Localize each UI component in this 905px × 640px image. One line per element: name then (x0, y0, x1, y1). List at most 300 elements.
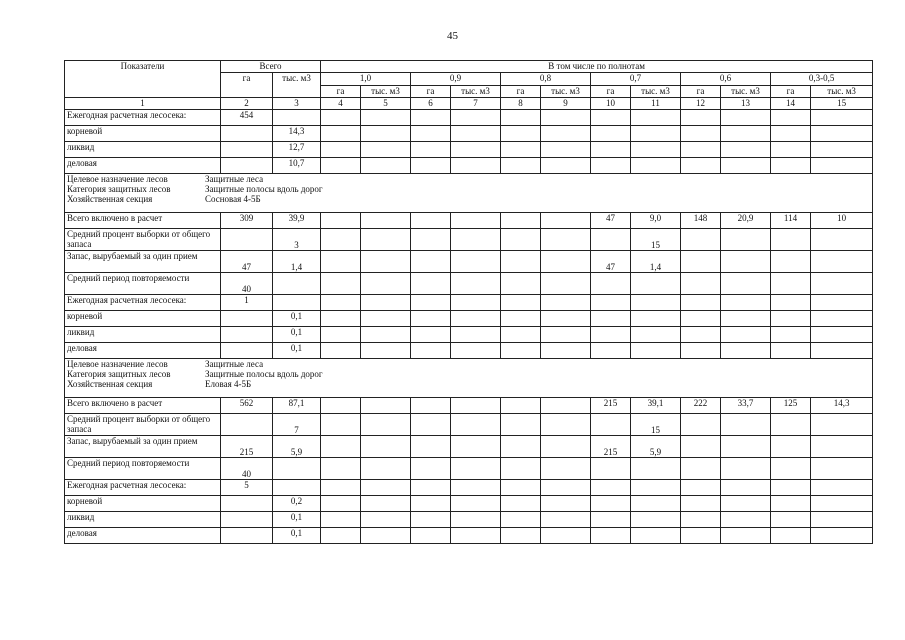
table-cell (451, 512, 501, 528)
table-cell (501, 414, 541, 436)
table-cell (771, 273, 811, 295)
table-cell (451, 126, 501, 142)
table-cell (321, 295, 361, 311)
table-cell: 5 (221, 480, 273, 496)
table-cell (631, 327, 681, 343)
table-cell (681, 229, 721, 251)
table-cell (591, 110, 631, 126)
page-number: 45 (447, 30, 458, 42)
header-total-ha: га (221, 73, 273, 98)
table-cell: 39,1 (631, 398, 681, 414)
table-cell: 47 (591, 251, 631, 273)
table-cell: 15 (631, 229, 681, 251)
table-cell (721, 436, 771, 458)
table-cell (451, 295, 501, 311)
table-cell (321, 436, 361, 458)
table-cell (541, 496, 591, 512)
table-cell (681, 142, 721, 158)
table-row (65, 414, 873, 436)
table-cell (501, 142, 541, 158)
table-cell (541, 273, 591, 295)
table-cell (811, 126, 873, 142)
table-cell (681, 496, 721, 512)
table-cell: 40 (221, 273, 273, 295)
table-cell (321, 311, 361, 327)
row-label: Средний период повторяемости (65, 273, 221, 295)
table-cell (681, 458, 721, 480)
table-cell (451, 327, 501, 343)
table-cell (811, 142, 873, 158)
column-number: 3 (273, 98, 321, 110)
table-cell (221, 528, 273, 544)
table-cell (451, 213, 501, 229)
header-unit: га (771, 86, 811, 98)
table-cell (811, 158, 873, 174)
table-cell (721, 414, 771, 436)
table-cell: 40 (221, 458, 273, 480)
table-cell: 0,1 (273, 512, 321, 528)
table-cell (631, 458, 681, 480)
table-cell (721, 512, 771, 528)
table-cell (321, 480, 361, 496)
info-line (67, 194, 870, 204)
table-cell (501, 126, 541, 142)
table-cell (361, 311, 411, 327)
table-cell (721, 158, 771, 174)
table-cell (321, 158, 361, 174)
row-label: Средний процент выборки от общего запаса (65, 414, 221, 436)
table-cell: 309 (221, 213, 273, 229)
column-number: 8 (501, 98, 541, 110)
table-cell (811, 436, 873, 458)
table-cell (591, 458, 631, 480)
table-cell: 20,9 (721, 213, 771, 229)
table-cell (221, 126, 273, 142)
info-value: Сосновая 4-5Б (205, 194, 261, 204)
table-cell (811, 273, 873, 295)
table-cell (541, 213, 591, 229)
table-cell (591, 496, 631, 512)
table-cell (591, 126, 631, 142)
header-unit: тыс. м3 (541, 86, 591, 98)
table-cell (221, 229, 273, 251)
header-density: 0,7 (591, 73, 681, 86)
table-cell (321, 213, 361, 229)
table-cell (591, 229, 631, 251)
header-unit: тыс. м3 (361, 86, 411, 98)
table-cell (451, 343, 501, 359)
table-cell (451, 414, 501, 436)
table-cell (771, 327, 811, 343)
table-cell (721, 251, 771, 273)
column-number: 2 (221, 98, 273, 110)
section-info (65, 174, 873, 213)
table-cell: 14,3 (273, 126, 321, 142)
table-cell (541, 414, 591, 436)
row-label: ликвид (65, 327, 221, 343)
table-cell: 12,7 (273, 142, 321, 158)
row-label: Средний период повторяемости (65, 458, 221, 480)
table-cell (721, 327, 771, 343)
table-cell (501, 158, 541, 174)
table-cell (541, 528, 591, 544)
table-cell (411, 327, 451, 343)
table-cell (411, 213, 451, 229)
row-label: корневой (65, 126, 221, 142)
column-number: 13 (721, 98, 771, 110)
table-cell (541, 512, 591, 528)
header-density: 1,0 (321, 73, 411, 86)
info-line (67, 174, 870, 184)
table-cell (411, 110, 451, 126)
table-cell (541, 327, 591, 343)
header-total: Всего (221, 61, 321, 73)
table-cell (721, 528, 771, 544)
table-cell (361, 126, 411, 142)
table-cell (591, 327, 631, 343)
info-key: Целевое назначение лесов (67, 174, 168, 184)
table-cell (361, 512, 411, 528)
table-cell (411, 311, 451, 327)
table-cell (361, 436, 411, 458)
table-cell (591, 311, 631, 327)
table-row (65, 142, 873, 158)
table-cell (411, 528, 451, 544)
column-number: 14 (771, 98, 811, 110)
table-cell: 222 (681, 398, 721, 414)
table-cell (501, 528, 541, 544)
table-cell (273, 110, 321, 126)
table-cell (411, 251, 451, 273)
table-cell: 1,4 (631, 251, 681, 273)
table-cell: 0,2 (273, 496, 321, 512)
table-cell: 10 (811, 213, 873, 229)
table-cell (541, 458, 591, 480)
info-key: Категория защитных лесов (67, 184, 171, 194)
row-label: Средний процент выборки от общего запаса (65, 229, 221, 251)
table-cell (541, 436, 591, 458)
table-body (65, 110, 873, 544)
table-cell (501, 311, 541, 327)
header-unit: га (321, 86, 361, 98)
table-cell (771, 142, 811, 158)
table-cell (811, 414, 873, 436)
table-cell (361, 273, 411, 295)
table-cell (681, 512, 721, 528)
table-cell (361, 110, 411, 126)
table-cell (631, 480, 681, 496)
table-row (65, 496, 873, 512)
table-cell (591, 273, 631, 295)
table-cell: 87,1 (273, 398, 321, 414)
table-cell (541, 398, 591, 414)
table-cell (681, 295, 721, 311)
table-cell (501, 480, 541, 496)
table-cell (541, 158, 591, 174)
table-cell (411, 273, 451, 295)
table-cell (811, 251, 873, 273)
table-cell (541, 126, 591, 142)
table-cell (771, 343, 811, 359)
table-cell (541, 110, 591, 126)
table-cell (631, 158, 681, 174)
table-cell: 1 (221, 295, 273, 311)
table-cell (721, 295, 771, 311)
table-cell (361, 251, 411, 273)
table-cell (811, 343, 873, 359)
table-cell: 47 (221, 251, 273, 273)
table-cell (681, 311, 721, 327)
table-cell (811, 458, 873, 480)
table-cell (451, 480, 501, 496)
table-cell (591, 343, 631, 359)
table-cell (361, 496, 411, 512)
table-cell (221, 512, 273, 528)
table-cell (411, 343, 451, 359)
table-cell (721, 311, 771, 327)
header-unit: тыс. м3 (631, 86, 681, 98)
header-unit: га (591, 86, 631, 98)
section-info (65, 359, 873, 398)
table-cell (411, 229, 451, 251)
table-cell (501, 229, 541, 251)
table-cell (411, 295, 451, 311)
calculation-table (64, 60, 873, 544)
row-label: Всего включено в расчет (65, 213, 221, 229)
table-cell (361, 229, 411, 251)
table-cell: 215 (591, 398, 631, 414)
section-info-row (65, 174, 873, 213)
column-number: 9 (541, 98, 591, 110)
column-number: 11 (631, 98, 681, 110)
table-cell (541, 295, 591, 311)
table-cell (361, 398, 411, 414)
table-row (65, 295, 873, 311)
table-cell (321, 414, 361, 436)
row-label: Запас, вырубаемый за один прием (65, 436, 221, 458)
table-cell (631, 142, 681, 158)
table-cell: 33,7 (721, 398, 771, 414)
column-number: 1 (65, 98, 221, 110)
table-cell: 148 (681, 213, 721, 229)
table-cell: 7 (273, 414, 321, 436)
table-cell: 1,4 (273, 251, 321, 273)
table-cell (221, 414, 273, 436)
table-cell: 9,0 (631, 213, 681, 229)
table-cell (451, 229, 501, 251)
table-cell (273, 458, 321, 480)
info-key: Хозяйственная секция (67, 379, 153, 389)
table-cell (501, 110, 541, 126)
info-line (67, 359, 870, 369)
table-cell (681, 327, 721, 343)
row-label: корневой (65, 496, 221, 512)
table-cell (321, 528, 361, 544)
table-cell (321, 126, 361, 142)
column-number: 12 (681, 98, 721, 110)
table-cell (541, 343, 591, 359)
header-unit: тыс. м3 (451, 86, 501, 98)
table-cell (273, 480, 321, 496)
table-cell (771, 251, 811, 273)
table-cell: 215 (221, 436, 273, 458)
table-cell (771, 528, 811, 544)
table-cell (771, 496, 811, 512)
table-cell (501, 496, 541, 512)
table-cell (321, 343, 361, 359)
table-cell (771, 158, 811, 174)
info-key: Целевое назначение лесов (67, 359, 168, 369)
table-cell (411, 126, 451, 142)
table-cell (721, 142, 771, 158)
table-cell (541, 229, 591, 251)
table-cell (451, 436, 501, 458)
table-cell (321, 142, 361, 158)
table-cell (501, 512, 541, 528)
table-cell (361, 327, 411, 343)
table-cell (361, 480, 411, 496)
table-cell (361, 213, 411, 229)
table-cell (321, 327, 361, 343)
table-cell (221, 343, 273, 359)
table-cell: 562 (221, 398, 273, 414)
table-row (65, 512, 873, 528)
table-cell (631, 110, 681, 126)
header-by-density: В том числе по полнотам (321, 61, 873, 73)
table-cell (451, 458, 501, 480)
table-cell (771, 311, 811, 327)
header-density: 0,8 (501, 73, 591, 86)
table-cell: 14,3 (811, 398, 873, 414)
table-cell (273, 295, 321, 311)
column-number: 5 (361, 98, 411, 110)
table-cell (451, 398, 501, 414)
table-row (65, 398, 873, 414)
row-label: корневой (65, 311, 221, 327)
table-cell (721, 496, 771, 512)
column-number: 7 (451, 98, 501, 110)
table-cell (771, 480, 811, 496)
table-cell (591, 142, 631, 158)
table-cell: 454 (221, 110, 273, 126)
table-cell (411, 436, 451, 458)
table-cell (631, 126, 681, 142)
header-unit: га (411, 86, 451, 98)
row-label: Ежегодная расчетная лесосека: (65, 110, 221, 126)
table-cell (321, 496, 361, 512)
table-cell (721, 458, 771, 480)
table-cell: 47 (591, 213, 631, 229)
table-cell (771, 126, 811, 142)
table-row (65, 229, 873, 251)
table-cell (451, 142, 501, 158)
table-cell (501, 213, 541, 229)
table-cell: 215 (591, 436, 631, 458)
header-unit: га (681, 86, 721, 98)
table-cell (771, 414, 811, 436)
table-row (65, 213, 873, 229)
table-cell (501, 295, 541, 311)
table-cell (321, 458, 361, 480)
table-cell (321, 273, 361, 295)
table-cell (811, 480, 873, 496)
table-cell: 5,9 (273, 436, 321, 458)
table-row (65, 458, 873, 480)
table-row (65, 327, 873, 343)
table-cell (631, 311, 681, 327)
column-number: 4 (321, 98, 361, 110)
table-cell (501, 327, 541, 343)
table-row (65, 480, 873, 496)
table-cell (411, 480, 451, 496)
table-cell (361, 142, 411, 158)
row-label: Ежегодная расчетная лесосека: (65, 295, 221, 311)
table-cell (681, 436, 721, 458)
table-cell (681, 343, 721, 359)
table-cell (361, 158, 411, 174)
table-cell (221, 496, 273, 512)
table-cell (221, 142, 273, 158)
table-cell (631, 343, 681, 359)
table-cell (721, 480, 771, 496)
table-cell (361, 528, 411, 544)
table-cell (631, 295, 681, 311)
section-info-row (65, 359, 873, 398)
row-label: Запас, вырубаемый за один прием (65, 251, 221, 273)
table-cell (361, 458, 411, 480)
header-density: 0,9 (411, 73, 501, 86)
row-label: ликвид (65, 512, 221, 528)
table-cell (681, 126, 721, 142)
table-cell (771, 295, 811, 311)
table-cell (681, 273, 721, 295)
table-row (65, 528, 873, 544)
table-cell (321, 251, 361, 273)
table-row (65, 251, 873, 273)
table-cell (771, 110, 811, 126)
table-cell (591, 512, 631, 528)
table-cell: 5,9 (631, 436, 681, 458)
table-cell (451, 158, 501, 174)
table-cell (811, 229, 873, 251)
table-cell (631, 528, 681, 544)
table-cell (501, 436, 541, 458)
table-cell (811, 110, 873, 126)
table-cell (501, 398, 541, 414)
table-cell (451, 273, 501, 295)
table-cell (681, 158, 721, 174)
table-cell (501, 458, 541, 480)
table-cell (591, 295, 631, 311)
table-cell (591, 480, 631, 496)
info-line (67, 184, 870, 194)
table-cell (681, 414, 721, 436)
table-cell (221, 158, 273, 174)
table-cell (771, 512, 811, 528)
table-cell (721, 126, 771, 142)
row-label: деловая (65, 343, 221, 359)
info-value: Защитные леса (205, 174, 264, 184)
column-number: 15 (811, 98, 873, 110)
table-row (65, 273, 873, 295)
table-row (65, 158, 873, 174)
table-cell (631, 512, 681, 528)
table-cell (501, 251, 541, 273)
header-density: 0,6 (681, 73, 771, 86)
table-cell (411, 512, 451, 528)
table-cell (321, 110, 361, 126)
table-cell (361, 343, 411, 359)
